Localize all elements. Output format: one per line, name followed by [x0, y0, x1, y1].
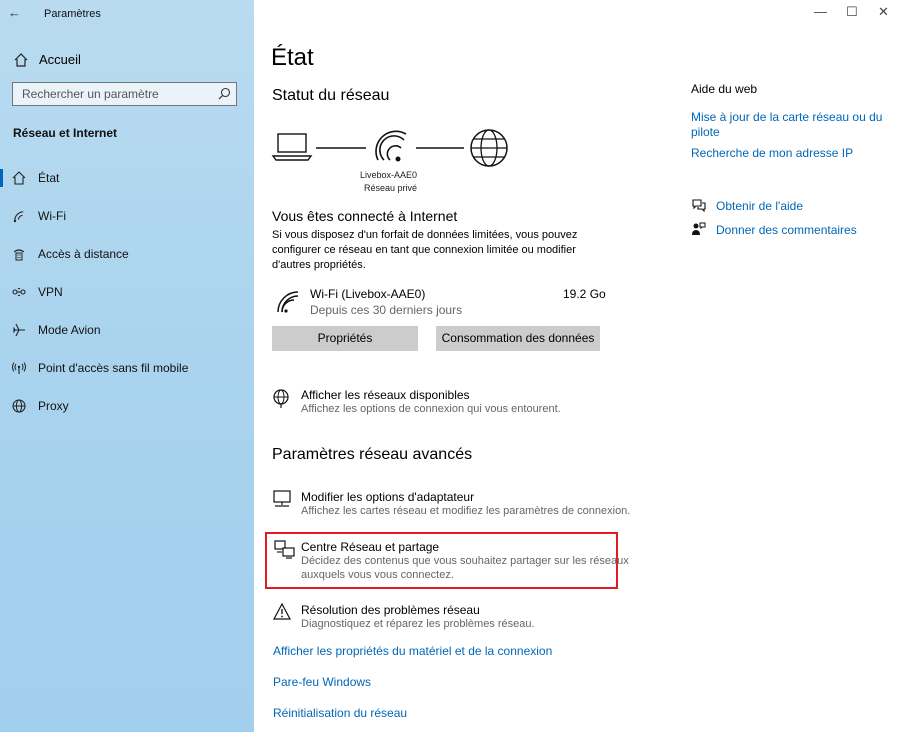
connected-title: Vous êtes connecté à Internet — [272, 208, 458, 224]
get-help-link[interactable]: Obtenir de l'aide — [716, 199, 804, 213]
internet-globe-icon — [471, 130, 507, 166]
network-reset-link[interactable]: Réinitialisation du réseau — [273, 706, 408, 720]
help-web-title: Aide du web — [691, 82, 758, 96]
home-link[interactable]: Accueil — [39, 52, 81, 67]
network-status-title: Statut du réseau — [272, 87, 390, 104]
troubleshoot-link[interactable]: Résolution des problèmes réseau — [301, 603, 480, 617]
sharing-center-desc-1: Décidez des contenus que vous souhaitez partager sur les réseaux — [301, 555, 629, 567]
sidebar-item-label: État — [38, 171, 60, 185]
feedback-icon — [691, 222, 706, 237]
connection-period: Depuis ces 30 derniers jours — [310, 303, 463, 317]
status-home-icon — [12, 171, 26, 185]
feedback-link[interactable]: Donner des commentaires — [716, 223, 857, 237]
network-type: Réseau privé — [364, 183, 418, 193]
connection-name: Wi-Fi (Livebox-AAE0) — [310, 287, 426, 301]
sidebar-item-airplane[interactable] — [0, 313, 254, 347]
troubleshoot-desc: Diagnostiquez et réparez les problèmes réseau. — [301, 618, 535, 630]
sidebar-item-label: Accès à distance — [38, 247, 129, 261]
minimize-button[interactable]: — — [814, 4, 827, 19]
search-input[interactable] — [22, 84, 222, 104]
find-ip-link[interactable]: Recherche de mon adresse IP — [691, 146, 854, 160]
sidebar-item-label: VPN — [38, 285, 63, 299]
adapter-options-desc: Affichez les cartes réseau et modifiez les paramètres de connexion. — [301, 505, 631, 517]
sidebar-item-proxy[interactable] — [0, 389, 254, 423]
available-networks-icon — [272, 389, 290, 409]
show-networks-desc: Affichez les options de connexion qui vous entourent. — [301, 403, 561, 415]
sidebar-item-label: Proxy — [38, 399, 69, 413]
sidebar-item-vpn[interactable] — [0, 275, 254, 309]
adapter-icon — [272, 490, 292, 508]
update-driver-link-2[interactable]: pilote — [691, 125, 720, 139]
page-title: État — [271, 44, 314, 71]
data-usage-button[interactable]: Consommation des données — [436, 326, 600, 351]
wifi-icon — [12, 209, 26, 223]
warning-icon — [273, 603, 291, 620]
sidebar — [0, 0, 254, 732]
home-icon — [13, 52, 29, 68]
sidebar-item-wifi[interactable] — [0, 199, 254, 233]
section-title: Réseau et Internet — [13, 126, 118, 140]
sidebar-item-label: Point d'accès sans fil mobile — [38, 361, 189, 375]
laptop-icon — [273, 134, 311, 160]
network-diagram — [270, 126, 515, 174]
update-driver-link[interactable]: Mise à jour de la carte réseau ou du — [691, 110, 883, 124]
sidebar-item-label: Wi-Fi — [38, 209, 66, 223]
sidebar-item-etat[interactable] — [0, 161, 254, 195]
wifi-router-icon — [376, 131, 406, 161]
search-icon[interactable] — [218, 87, 231, 100]
hardware-properties-link[interactable]: Afficher les propriétés du matériel et de la connexion — [273, 644, 553, 658]
close-button[interactable]: ✕ — [878, 4, 889, 19]
airplane-icon — [12, 323, 26, 337]
back-arrow-icon[interactable]: ← — [8, 5, 21, 20]
advanced-settings-title: Paramètres réseau avancés — [272, 446, 473, 463]
globe-icon — [12, 399, 26, 413]
connected-description: Si vous disposez d'un forfait de données limitées, vous pouvez configurer ce réseau en tant que connexion limitée ou modifier d'autres propriétés. — [272, 229, 578, 271]
show-networks-link[interactable]: Afficher les réseaux disponibles — [301, 388, 470, 402]
phone-dialup-icon — [12, 247, 26, 261]
network-sharing-icon — [274, 540, 296, 560]
hotspot-icon — [12, 361, 26, 375]
sharing-center-desc-2: auxquels vous vous connectez. — [301, 569, 454, 581]
help-chat-icon — [691, 198, 706, 212]
selection-indicator — [0, 169, 3, 187]
search-box[interactable] — [12, 82, 237, 106]
adapter-options-link[interactable]: Modifier les options d'adaptateur — [301, 490, 475, 504]
sidebar-item-dialup[interactable] — [0, 237, 254, 271]
maximize-button[interactable]: ☐ — [846, 4, 858, 19]
wifi-signal-icon — [276, 290, 300, 314]
network-name: Livebox-AAE0 — [360, 170, 418, 180]
app-title: Paramètres — [44, 8, 101, 20]
sharing-center-link[interactable]: Centre Réseau et partage — [301, 540, 440, 554]
firewall-link[interactable]: Pare-feu Windows — [273, 675, 372, 689]
sidebar-item-label: Mode Avion — [38, 323, 101, 337]
properties-button[interactable]: Propriétés — [272, 326, 418, 351]
sidebar-item-hotspot[interactable] — [0, 351, 254, 385]
connection-usage: 19.2 Go — [563, 287, 606, 301]
vpn-icon — [12, 285, 26, 299]
